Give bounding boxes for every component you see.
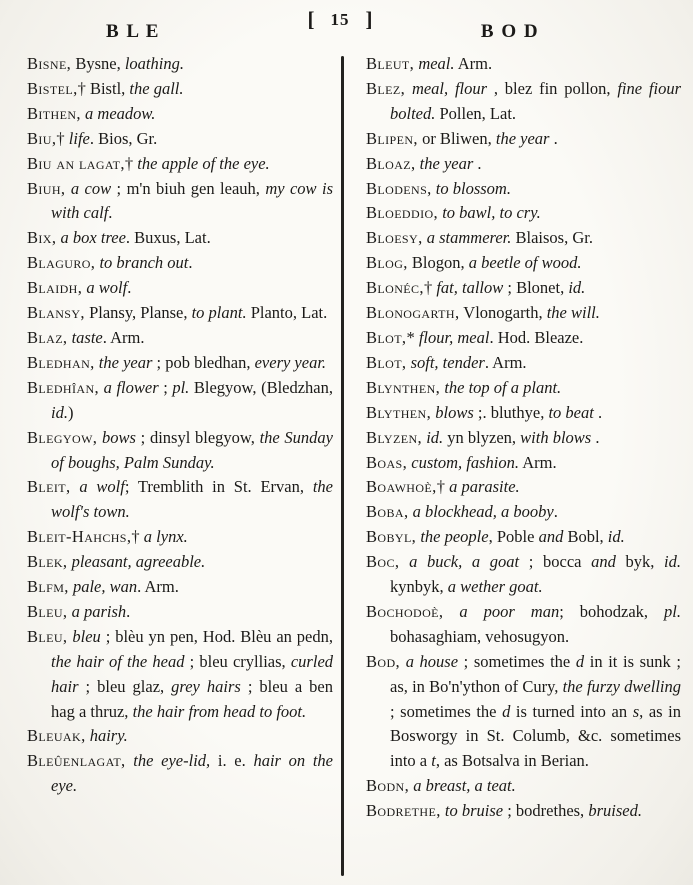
entry-text bbox=[399, 552, 409, 571]
entry-headword: Blonogarth, bbox=[366, 303, 460, 323]
entry-headword: Bobyl, bbox=[366, 527, 417, 547]
page-number-left-bracket: [ bbox=[307, 7, 315, 31]
entry-text: a box tree bbox=[60, 228, 126, 248]
entry-headword: Blaidh, bbox=[27, 278, 83, 298]
entry-text: ; bbox=[158, 377, 173, 397]
dictionary-entry bbox=[27, 102, 333, 127]
entry-text: a parasite. bbox=[449, 477, 520, 497]
entry-text: t bbox=[431, 751, 436, 771]
dictionary-entry bbox=[27, 625, 333, 725]
dictionary-entry bbox=[27, 575, 333, 600]
entry-text: † bbox=[124, 153, 138, 173]
dictionary-entry bbox=[27, 475, 333, 525]
entry-text: pl. bbox=[664, 601, 681, 621]
entry-text: a lynx. bbox=[143, 527, 188, 547]
entry-text: ; bohodzak, bbox=[559, 601, 665, 621]
entry-text: s bbox=[632, 701, 640, 721]
entry-headword: Boc, bbox=[366, 552, 400, 572]
dictionary-entry bbox=[366, 376, 681, 401]
dictionary-entry bbox=[27, 77, 333, 102]
dictionary-entry bbox=[27, 749, 333, 799]
dictionary-entry bbox=[27, 251, 333, 276]
dictionary-entry bbox=[366, 799, 681, 824]
dictionary-entry bbox=[27, 376, 333, 426]
entry-text: . bbox=[549, 128, 558, 148]
dictionary-entry bbox=[27, 177, 333, 227]
entry-text: soft, tender bbox=[410, 352, 485, 372]
entry-headword: Blez, bbox=[366, 78, 406, 98]
entry-text: custom, fashion. bbox=[411, 452, 519, 472]
dictionary-entry bbox=[366, 201, 681, 226]
entry-text: Blegyow, (Bledzhan, bbox=[189, 377, 334, 397]
entry-headword: Blipen, bbox=[366, 128, 418, 148]
entry-text: ; pob bledhan, bbox=[152, 352, 255, 372]
entry-text: and bbox=[591, 552, 616, 572]
entry-text: loathing. bbox=[124, 54, 184, 73]
entry-text: a blockhead, a booby bbox=[412, 502, 554, 522]
entry-text: the top of a plant. bbox=[444, 377, 562, 397]
column-header-ble: B L E bbox=[106, 21, 160, 42]
entry-text: to beat bbox=[548, 402, 594, 422]
column-header-bod: B O D bbox=[480, 21, 540, 42]
entry-text: taste bbox=[71, 327, 103, 347]
entry-text: ; blèu yn pen, Hod. Blèu an pedn, bbox=[100, 626, 334, 646]
entry-text: the gall. bbox=[129, 78, 184, 98]
entry-text: Blogon, bbox=[407, 253, 469, 273]
entry-headword: Boas, bbox=[366, 452, 408, 472]
entry-text: fat, tallow bbox=[436, 278, 504, 298]
dictionary-entry bbox=[27, 301, 333, 326]
dictionary-entry bbox=[366, 52, 681, 77]
entry-text: ; bleu cryllias, bbox=[184, 651, 291, 671]
entry-headword: Blaz, bbox=[27, 327, 68, 347]
dictionary-entry bbox=[366, 426, 681, 451]
entry-text: † Bistl, bbox=[77, 78, 130, 98]
entry-headword: Blfm, bbox=[27, 577, 69, 597]
entry-text: . bbox=[593, 402, 603, 422]
entry-text: id. bbox=[568, 278, 586, 298]
entry-text: . Arm. bbox=[137, 577, 179, 597]
entry-text: ; Blonet, bbox=[503, 278, 569, 298]
entry-text: the year bbox=[419, 153, 474, 173]
entry-text: the furzy dwelling bbox=[562, 676, 681, 696]
entry-text: to plant. bbox=[191, 303, 247, 323]
entry-headword: Bleit-Hahchs, bbox=[27, 527, 132, 547]
entry-text: id. bbox=[51, 402, 68, 422]
entry-text: a wether goat. bbox=[447, 577, 543, 597]
dictionary-entry bbox=[366, 550, 681, 600]
entry-text: a breast, a teat. bbox=[413, 776, 516, 796]
entry-text: . Bios, Gr. bbox=[89, 128, 158, 148]
dictionary-entry bbox=[366, 475, 681, 500]
entry-headword: Blot, bbox=[366, 327, 407, 347]
entry-text: a buck, a goat bbox=[409, 552, 520, 572]
entry-text: , blez fin pollon, bbox=[487, 78, 618, 98]
entry-text: a stammerer. bbox=[426, 228, 512, 248]
dictionary-entry bbox=[366, 301, 681, 326]
entry-text: the will. bbox=[546, 303, 600, 323]
dictionary-entry bbox=[27, 600, 333, 625]
dictionary-entry bbox=[27, 152, 333, 177]
entry-text: id. bbox=[426, 427, 444, 447]
entry-headword: Blodens, bbox=[366, 178, 432, 198]
entry-text: Plansy, Planse, bbox=[84, 303, 192, 323]
dictionary-entry bbox=[366, 152, 681, 177]
entry-text: the year bbox=[495, 128, 550, 148]
entry-text: bows bbox=[102, 427, 136, 447]
entry-headword: Biu an lagat, bbox=[27, 153, 125, 173]
entry-text: in it is sunk ; as, in Bo'n'ython of Cury, bbox=[390, 651, 681, 696]
entry-headword: Bisne, bbox=[27, 54, 72, 73]
entry-text: yn blyzen, bbox=[443, 427, 521, 447]
entry-text: flour, meal bbox=[418, 327, 490, 347]
dictionary-entry bbox=[366, 401, 681, 426]
entry-headword: Blaguro, bbox=[27, 253, 96, 273]
entry-text: . bbox=[126, 601, 131, 621]
entry-headword: Blansy, bbox=[27, 303, 85, 323]
entry-text: a beetle of wood. bbox=[468, 253, 582, 273]
entry-text: with blows bbox=[520, 427, 592, 447]
entry-text: the wolf's town. bbox=[51, 477, 333, 522]
entry-text: † bbox=[423, 278, 437, 298]
entry-text: meal, flour bbox=[411, 78, 488, 98]
entry-text: a cow bbox=[70, 178, 112, 198]
entry-headword: Bithen, bbox=[27, 103, 81, 123]
entry-text: . Arm. bbox=[102, 327, 145, 347]
entry-text: a meadow. bbox=[85, 103, 156, 123]
entry-text: id. bbox=[607, 527, 625, 547]
entry-text: a poor man bbox=[459, 601, 560, 621]
entry-headword: Bochodoè, bbox=[366, 601, 444, 621]
entry-text: Bysne, bbox=[71, 54, 125, 73]
entry-headword: Bistel, bbox=[27, 78, 78, 98]
entry-text: ; sometimes the bbox=[390, 701, 503, 721]
entry-text: pleasant, agreeable. bbox=[71, 552, 206, 572]
entry-text: ;. bluthye, bbox=[473, 402, 549, 422]
entry-headword: Bleu, bbox=[27, 601, 68, 621]
entry-text: * bbox=[406, 327, 419, 347]
left-column bbox=[27, 52, 333, 799]
entry-headword: Bodn, bbox=[366, 776, 410, 796]
entry-headword: Blythen, bbox=[366, 402, 432, 422]
entry-headword: Blyzen, bbox=[366, 427, 423, 447]
entry-text: is turned into an bbox=[510, 701, 633, 721]
dictionary-entry bbox=[366, 600, 681, 650]
entry-text: ; dinsyl blegyow, bbox=[135, 427, 260, 447]
entry-text: Pollen, Lat. bbox=[435, 103, 517, 123]
entry-text: ; bleu a ben hag a thruz, bbox=[51, 676, 333, 721]
entry-text: . Buxus, Lat. bbox=[125, 228, 211, 248]
entry-text: ; bocca bbox=[519, 552, 592, 572]
entry-headword: Boawhoè, bbox=[366, 477, 437, 497]
entry-text: kynbyk, bbox=[390, 577, 448, 597]
entry-headword: Bodrethe, bbox=[366, 801, 441, 821]
page-number bbox=[270, 6, 410, 31]
entry-text: hairy. bbox=[89, 726, 128, 746]
entry-text: d bbox=[575, 651, 585, 671]
entry-text: ; bleu glaz, bbox=[78, 676, 172, 696]
entry-text: the hair of the head bbox=[51, 651, 185, 671]
entry-text: the year bbox=[98, 352, 153, 372]
dictionary-entry bbox=[27, 426, 333, 476]
entry-text: a wolf bbox=[79, 477, 125, 497]
entry-text: hair on the eye. bbox=[51, 751, 333, 796]
entry-text: life bbox=[68, 128, 90, 148]
right-column bbox=[366, 52, 681, 824]
dictionary-entry bbox=[366, 774, 681, 799]
entry-headword: Bleit, bbox=[27, 477, 71, 497]
entry-text: to bruise bbox=[444, 801, 504, 821]
page-number-value: 15 bbox=[330, 10, 350, 29]
dictionary-entry bbox=[27, 525, 333, 550]
entry-headword: Bloesy, bbox=[366, 228, 423, 248]
dictionary-entry bbox=[366, 127, 681, 152]
entry-headword: Blynthen, bbox=[366, 377, 441, 397]
entry-text: the hair from head to foot. bbox=[132, 701, 307, 721]
entry-headword: Biuh, bbox=[27, 178, 66, 198]
entry-text: a wolf bbox=[86, 278, 128, 298]
entry-text: the Sunday of boughs, Palm Sunday. bbox=[51, 427, 333, 472]
entry-headword: Bleu, bbox=[27, 626, 68, 646]
entry-text: ; m'n biuh gen leauh, bbox=[111, 178, 266, 198]
entry-text: Blaisos, Gr. bbox=[511, 228, 593, 248]
entry-headword: Bleuak, bbox=[27, 726, 86, 746]
entry-headword: Blot, bbox=[366, 352, 407, 372]
entry-text: . bbox=[188, 253, 193, 273]
entry-headword: Bloeddio, bbox=[366, 203, 439, 223]
entry-text: † bbox=[56, 128, 69, 148]
entry-headword: Bleûenlagat, bbox=[27, 751, 126, 771]
entry-text: curled hair bbox=[51, 651, 334, 696]
entry-text: to bawl, to cry. bbox=[442, 203, 541, 223]
entry-text: bleu bbox=[72, 626, 101, 646]
entry-headword: Bod, bbox=[366, 651, 401, 671]
entry-headword: Bix, bbox=[27, 228, 57, 248]
entry-text bbox=[443, 602, 459, 621]
entry-text: pale, wan bbox=[72, 577, 138, 597]
dictionary-entry bbox=[366, 276, 681, 301]
entry-text: the eye-lid, bbox=[133, 751, 211, 771]
entry-text: Bobl, bbox=[563, 527, 608, 547]
entry-text: . Arm. bbox=[484, 352, 527, 372]
entry-text: bruised. bbox=[588, 801, 642, 821]
entry-text: and bbox=[538, 527, 564, 547]
entry-text: Arm. bbox=[518, 452, 557, 472]
entry-text: ; Tremblith in St. Ervan, bbox=[124, 477, 313, 497]
dictionary-entry bbox=[366, 251, 681, 276]
entry-text: . bbox=[553, 502, 558, 522]
entry-text: i. e. bbox=[210, 751, 254, 771]
entry-headword: Bledhan, bbox=[27, 352, 95, 372]
entry-text: a house bbox=[405, 651, 459, 671]
dictionary-entry bbox=[27, 351, 333, 376]
entry-text: d bbox=[502, 701, 511, 721]
entry-text bbox=[405, 79, 412, 98]
dictionary-entry bbox=[27, 52, 333, 77]
entry-text: blows bbox=[435, 402, 474, 422]
entry-text: to blossom. bbox=[435, 178, 511, 198]
entry-text: Arm. bbox=[454, 54, 493, 73]
entry-headword: Blegyow, bbox=[27, 427, 98, 447]
entry-headword: Blonéc, bbox=[366, 278, 424, 298]
entry-text: a parish bbox=[71, 601, 127, 621]
column-divider-rule bbox=[341, 56, 344, 876]
dictionary-entry bbox=[366, 500, 681, 525]
dictionary-entry bbox=[27, 127, 333, 152]
dictionary-entry bbox=[27, 226, 333, 251]
entry-text: . bbox=[591, 427, 600, 447]
dictionary-entry bbox=[366, 177, 681, 202]
entry-headword: Blog, bbox=[366, 253, 408, 273]
entry-text: ; sometimes the bbox=[458, 651, 576, 671]
dictionary-entry bbox=[366, 525, 681, 550]
entry-text: . Hod. Bleaze. bbox=[489, 327, 584, 347]
dictionary-entry bbox=[366, 650, 681, 775]
entry-headword: Bledhîan, bbox=[27, 377, 100, 397]
entry-text: Vlonogarth, bbox=[459, 303, 547, 323]
entry-text: meal. bbox=[418, 54, 455, 73]
entry-text: the apple of the eye. bbox=[137, 153, 270, 173]
entry-text: . bbox=[127, 278, 132, 298]
entry-text: Planto, Lat. bbox=[246, 303, 328, 323]
dictionary-entry bbox=[27, 326, 333, 351]
entry-text: . bbox=[108, 203, 113, 223]
entry-text: . bbox=[473, 153, 482, 173]
entry-headword: Bloaz, bbox=[366, 153, 416, 173]
entry-text: my cow is with calf bbox=[51, 178, 333, 223]
entry-headword: Bleut, bbox=[366, 54, 415, 73]
dictionary-entry bbox=[366, 226, 681, 251]
entry-text: , as in Bosworgy in St. Columb, &c. sometimes into a bbox=[390, 701, 681, 771]
entry-headword: Biu, bbox=[27, 128, 57, 148]
page-number-right-bracket: ] bbox=[365, 7, 373, 31]
dictionary-entry bbox=[366, 77, 681, 127]
dictionary-entry bbox=[366, 451, 681, 476]
entry-text: † bbox=[131, 527, 144, 547]
entry-text: a flower bbox=[103, 377, 159, 397]
dictionary-entry bbox=[366, 351, 681, 376]
entry-text: bohasaghiam, vehosugyon. bbox=[390, 626, 570, 646]
entry-text: , Poble bbox=[488, 527, 539, 547]
entry-text: byk, bbox=[615, 552, 665, 572]
entry-text: to branch out bbox=[99, 253, 189, 273]
entry-text: pl. bbox=[172, 377, 190, 397]
entry-headword: Blek, bbox=[27, 552, 68, 572]
entry-text: every year. bbox=[254, 352, 327, 372]
entry-text: , as Botsalva in Berian. bbox=[435, 751, 589, 771]
entry-text: ; bodrethes, bbox=[503, 801, 589, 821]
entry-text: ) bbox=[67, 402, 74, 422]
entry-text: fine fiour bolted. bbox=[390, 78, 681, 123]
entry-text: or Bliwen, bbox=[417, 128, 496, 148]
dictionary-entry bbox=[27, 550, 333, 575]
entry-text: grey hairs bbox=[171, 676, 241, 696]
dictionary-entry bbox=[27, 276, 333, 301]
entry-text: the people bbox=[420, 527, 489, 547]
entry-headword: Boba, bbox=[366, 502, 409, 522]
entry-text: id. bbox=[664, 552, 682, 572]
dictionary-entry bbox=[366, 326, 681, 351]
entry-text: † bbox=[436, 477, 450, 497]
dictionary-entry bbox=[27, 724, 333, 749]
